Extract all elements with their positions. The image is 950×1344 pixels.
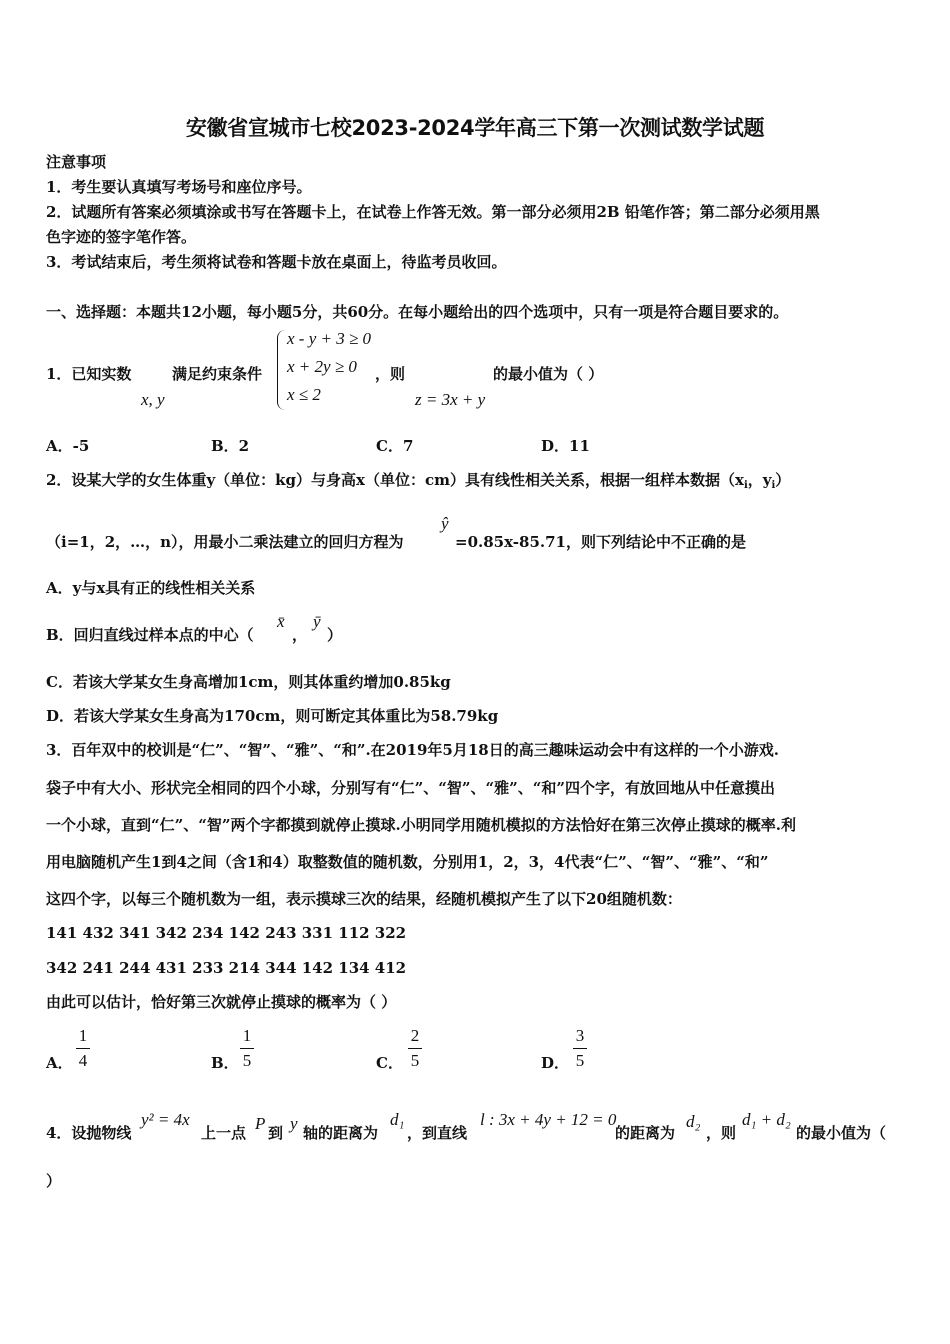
q2-sub-i-2: i — [771, 480, 776, 491]
q3-line: 一个小球，直到“仁”、“智”两个字都摸到就停止摸球.小明同学用随机模拟的方法恰好在第三次停止摸球的概率.利 — [46, 816, 796, 834]
q4-math-d1: d₁ — [390, 1110, 405, 1129]
notice-item: 1．考生要认真填写考场号和座位序号。 — [46, 178, 312, 196]
notice-item: 3．考试结束后，考生须将试卷和答题卡放在桌面上，待监考员收回。 — [46, 253, 507, 271]
notice-heading: 注意事项 — [46, 153, 107, 171]
q4-math-parabola: y² = 4x — [141, 1110, 190, 1129]
q2-line-2b: =0.85x-85.71，则下列结论中不正确的是 — [455, 533, 746, 551]
q2-comma-y: ，y — [747, 471, 772, 489]
fraction-denominator: 5 — [575, 1051, 585, 1070]
q3-option-a-label: A． — [46, 1054, 73, 1072]
q4-text-6: 的距离为 — [615, 1124, 676, 1142]
q1-option-b: B．2 — [211, 437, 250, 455]
q1-constraint-2: x + 2y ≥ 0 — [287, 357, 357, 376]
fraction-numerator: 2 — [410, 1026, 420, 1045]
notice-item: 色字迹的签字笔作答。 — [46, 228, 197, 246]
fraction-denominator: 5 — [410, 1051, 420, 1070]
q1-constraint-brace — [277, 330, 286, 410]
q1-vars: x, y — [141, 390, 165, 409]
fraction-denominator: 5 — [242, 1051, 252, 1070]
q3-question: 由此可以估计，恰好第三次就停止摸球的概率为（ ） — [46, 993, 397, 1011]
notice-item: 2．试题所有答案必须填涂或书写在答题卡上，在试卷上作答无效。第一部分必须用2B 铅笔作答；第二部分必须用黑 — [46, 203, 820, 221]
q1-objective: z = 3x + y — [415, 390, 486, 409]
q1-option-d: D．11 — [541, 437, 590, 455]
q3-line: 3．百年双中的校训是“仁”、“智”、“雅”、“和”.在2019年5月18日的高三趣味运动会中有这样的一个小游戏. — [46, 741, 779, 759]
q3-option-b-label: B． — [211, 1054, 239, 1072]
q2-sub-i: i — [743, 480, 748, 491]
q1-constraint-1: x - y + 3 ≥ 0 — [287, 329, 372, 348]
q2-option-c: C．若该大学某女生身高增加1cm，则其体重约增加0.85kg — [46, 673, 451, 691]
q4-math-sum: d₁ + d₂ — [742, 1110, 791, 1129]
q3-option-d-label: D． — [541, 1054, 570, 1072]
q3-random-data-2: 342 241 244 431 233 214 344 142 134 412 — [46, 959, 407, 977]
q3-option-c-label: C． — [376, 1054, 403, 1072]
q2-option-b-pre: B．回归直线过样本点的中心（ — [46, 626, 254, 644]
q3-option-a-fraction — [76, 1026, 90, 1071]
q1-option-c: C．7 — [376, 437, 414, 455]
q4-math-y: y — [290, 1114, 298, 1133]
q2-line-1 — [46, 470, 790, 496]
q4-math-p: P — [255, 1114, 266, 1133]
q1-text-3: ，则 — [375, 365, 406, 383]
q4-text-3: 到 — [268, 1124, 284, 1142]
q4-text-2: 上一点 — [201, 1124, 247, 1142]
q4-text-8: 的最小值为（ — [796, 1124, 887, 1142]
q2-line-2a: （i=1，2，…，n），用最小二乘法建立的回归方程为 — [46, 533, 404, 551]
page-title: 安徽省宣城市七校2023-2024学年高三下第一次测试数学试题 — [185, 116, 765, 140]
q1-text-1: 1．已知实数 — [46, 365, 132, 383]
q4-text-9: ） — [46, 1172, 62, 1190]
q1-option-a: A．-5 — [46, 437, 90, 455]
q3-random-data-1: 141 432 341 342 234 142 243 331 112 322 — [46, 924, 407, 942]
fraction-numerator: 3 — [575, 1026, 585, 1045]
q1-text-4: 的最小值为（ ） — [493, 365, 604, 383]
q3-line: 袋子中有大小、形状完全相同的四个小球，分别写有“仁”、“智”、“雅”、“和”四个字，有放回地从中任意摸出 — [46, 779, 776, 797]
q3-line: 用电脑随机产生1到4之间（含1和4）取整数值的随机数，分别用1，2，3，4代表“仁”、“智”、“雅”、“和” — [46, 853, 769, 871]
q3-option-d-fraction — [573, 1026, 587, 1071]
q2-option-b-post: ） — [327, 626, 343, 644]
q4-math-d2: d₂ — [686, 1112, 701, 1131]
fraction-bar — [76, 1048, 90, 1049]
q3-line: 这四个字，以每三个随机数为一组，表示摸球三次的结果，经随机模拟产生了以下20组随机数： — [46, 890, 682, 908]
q2-line-1-text: 2．设某大学的女生体重y（单位：kg）与身高x（单位：cm）具有线性相关关系，根据一组样本数据（x — [46, 471, 744, 489]
q2-option-d: D．若该大学某女生身高为170cm，则可断定其体重比为58.79kg — [46, 707, 499, 725]
q2-y-hat: ŷ — [441, 514, 449, 533]
fraction-numerator: 1 — [78, 1026, 88, 1045]
q4-text-5: ，到直线 — [407, 1124, 468, 1142]
fraction-denominator: 4 — [78, 1051, 88, 1070]
q3-option-b-fraction — [240, 1026, 254, 1071]
q4-math-line: l : 3x + 4y + 12 = 0 — [480, 1110, 617, 1129]
q4-text-4: 轴的距离为 — [303, 1124, 379, 1142]
fraction-bar — [240, 1048, 254, 1049]
q2-close-paren: ） — [775, 471, 791, 489]
q2-option-b-sep: ， — [292, 626, 308, 644]
q4-text-7: ，则 — [706, 1124, 737, 1142]
q1-constraint-3: x ≤ 2 — [287, 385, 321, 404]
fraction-numerator: 1 — [242, 1026, 252, 1045]
q3-option-c-fraction — [408, 1026, 422, 1071]
fraction-bar — [408, 1048, 422, 1049]
section-heading: 一、选择题：本题共12小题，每小题5分，共60分。在每小题给出的四个选项中，只有一项是符合题目要求的。 — [46, 303, 789, 321]
q2-y-bar: ȳ — [313, 612, 321, 631]
q2-x-bar: x̄ — [277, 612, 285, 631]
q2-option-a: A．y与x具有正的线性相关关系 — [46, 579, 256, 597]
q1-text-2: 满足约束条件 — [172, 365, 263, 383]
fraction-bar — [573, 1048, 587, 1049]
q4-text-1: 4．设抛物线 — [46, 1124, 132, 1142]
